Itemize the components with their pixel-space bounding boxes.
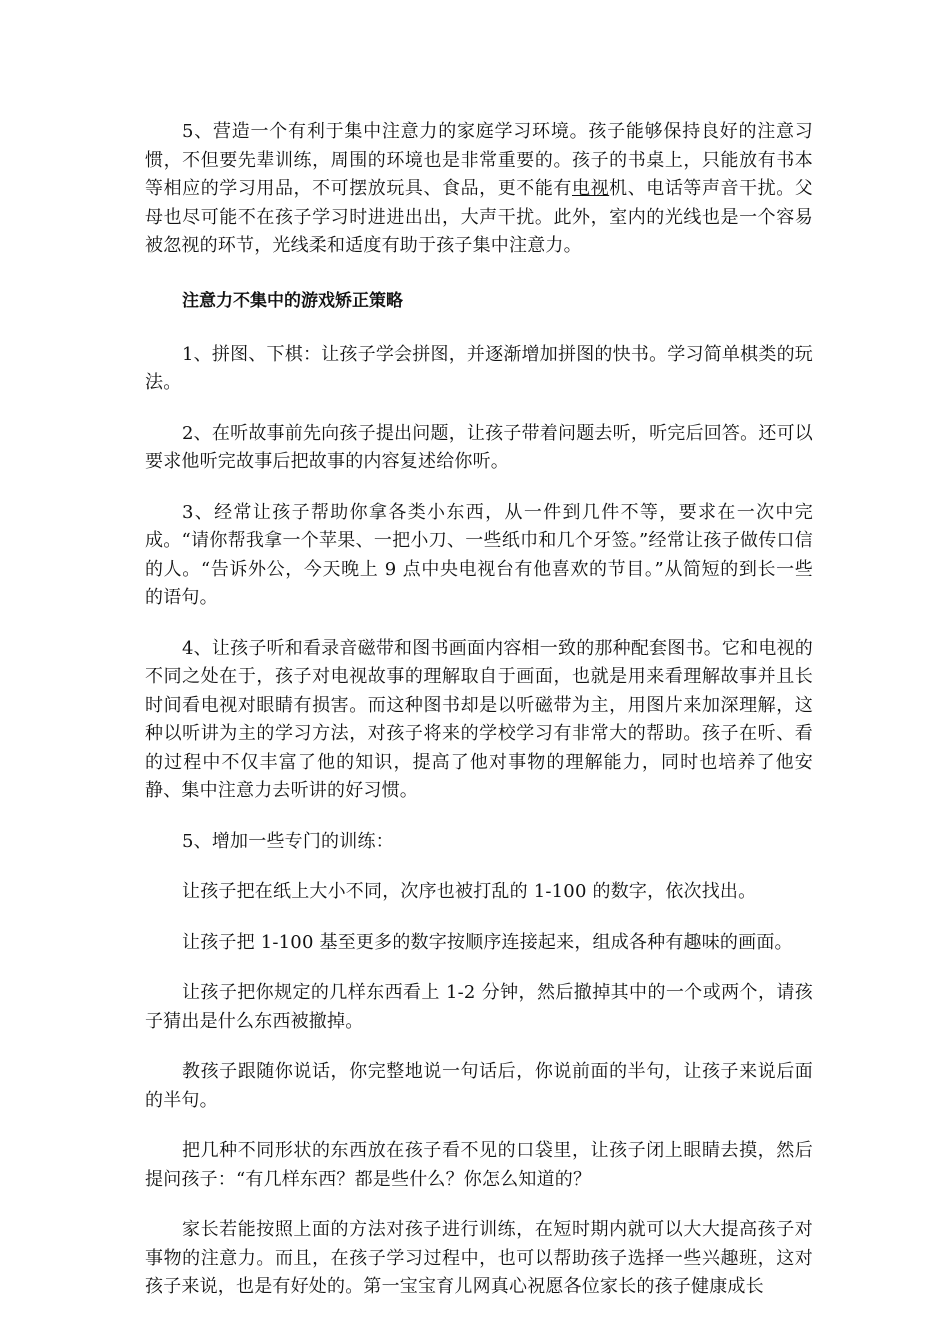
paragraph-touch-game: 把几种不同形状的东西放在孩子看不见的口袋里，让孩子闭上眼睛去摸，然后提问孩子：“有几样东西？都是些什么？你怎么知道的？	[145, 1140, 813, 1190]
paragraph-study-environment	[145, 118, 813, 261]
paragraph-memory-game: 让孩子把你规定的几样东西看上 1-2 分钟，然后撤掉其中的一个或两个，请孩子猜出是什么东西被撤掉。	[145, 982, 813, 1032]
paragraph-picture-books: 4、让孩子听和看录音磁带和图书画面内容相一致的那种配套图书。它和电视的不同之处在于，孩子对电视故事的理解取自于画面，也就是用来看理解故事并且长时间看电视对眼睛有损害。而这种图书却是以听磁带为主，用图片来加深理解，这种以听讲为主的学习方法，对孩子将来的学校学习有非常大的帮助。孩子在听、看的过程中不仅丰富了他的知识，提高了他对事物的理解能力，同时也培养了他安静、集中注意力去听讲的好习惯。	[145, 637, 813, 801]
paragraph-find-numbers: 让孩子把在纸上大小不同，次序也被打乱的 1-100 的数字，依次找出。	[182, 881, 757, 902]
paragraph-special-training: 5、增加一些专门的训练：	[182, 830, 394, 852]
paragraph-follow-speech: 教孩子跟随你说话，你完整地说一句话后，你说前面的半句，让孩子来说后面的半句。	[145, 1061, 813, 1111]
paragraph-conclusion: 家长若能按照上面的方法对孩子进行训练，在短时期内就可以大大提高孩子对事物的注意力。而且，在孩子学习过程中，也可以帮助孩子选择一些兴趣班，这对孩子来说，也是有好处的。第一宝宝育儿网真心祝愿各位家长的孩子健康成长	[145, 1219, 813, 1297]
paragraph-text: 5、营造一个有利于集中注意力的家庭学习环境。孩子能够保持良好的注意习惯，不但要先辈训练，周围的环境也是非常重要的。孩子的书桌上，只能放有书本等相应的学习用品，不可摆放玩具、食品，更不能有	[145, 121, 813, 199]
document-page	[145, 118, 813, 1302]
tv-link[interactable]: 电视	[572, 178, 610, 199]
paragraph-text: 机、电话等声音干扰。父母也尽可能不在孩子学习时进进出出，大声干扰。此外，室内的光线也是一个容易被忽视的环节，光线柔和适度有助于孩子集中注意力。	[145, 178, 813, 256]
paragraph-puzzle-chess: 1、拼图、下棋：让孩子学会拼图，并逐渐增加拼图的快书。学习简单棋类的玩法。	[145, 343, 813, 393]
section-heading: 注意力不集中的游戏矫正策略	[182, 290, 403, 311]
paragraph-connect-numbers: 让孩子把 1-100 基至更多的数字按顺序连接起来，组成各种有趣味的画面。	[182, 931, 793, 953]
paragraph-story-questions: 2、在听故事前先向孩子提出问题，让孩子带着问题去听，听完后回答。还可以要求他听完故事后把故事的内容复述给你听。	[145, 422, 813, 472]
paragraph-fetch-items: 3、经常让孩子帮助你拿各类小东西，从一件到几件不等，要求在一次中完成。“请你帮我拿一个苹果、一把小刀、一些纸巾和几个牙签。”经常让孩子做传口信的人。“告诉外公，今天晚上 9 点中央电视台有他喜欢的节目。”从简短的到长一些的语句。	[145, 501, 813, 608]
